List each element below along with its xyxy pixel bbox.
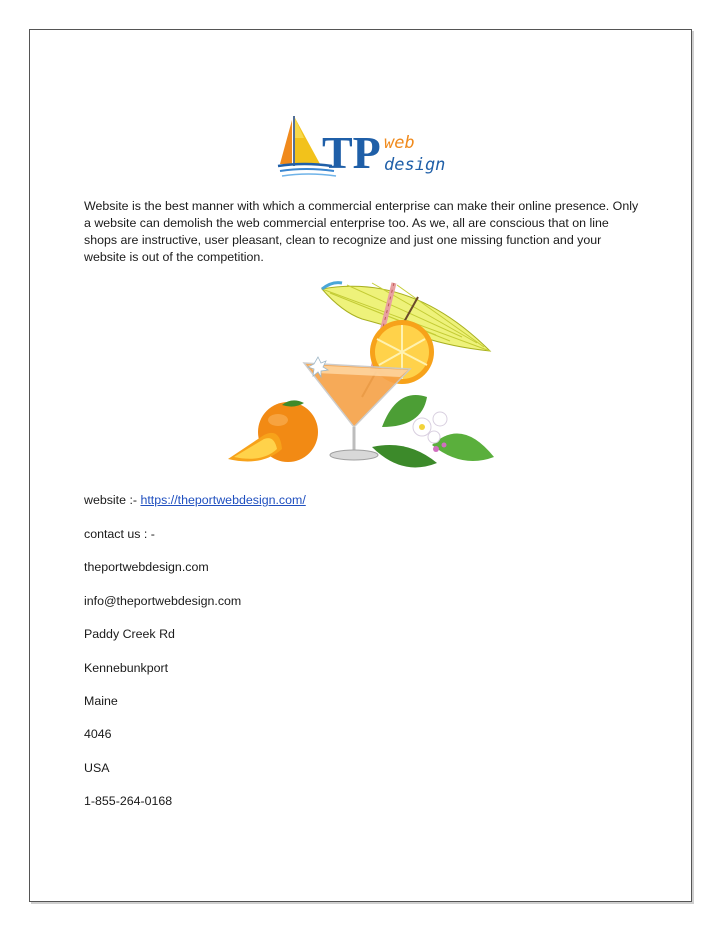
country-text: USA [84,761,110,775]
zip-text: 4046 [84,727,112,741]
state-text: Maine [84,694,118,708]
contact-label: contact us : - [84,527,155,541]
logo-tp-text: TP [322,127,381,178]
email-text: info@theportwebdesign.com [84,594,242,608]
phone-text: 1-855-264-0168 [84,794,173,808]
website-label: website :- [84,493,141,507]
theportwebdesign-logo [274,112,448,182]
domain-text: theportwebdesign.com [84,560,209,574]
logo-design-text: design [384,155,446,175]
website-line [84,493,306,508]
intro-paragraph: Website is the best manner with which a commercial enterprise can make their online presence. Only a website can demolish the web commercial enterprise too. As we, all are conscious that on line shops are instructive, user pleasant, clean to recognize and just one missing function and your website is out of the competition. [84,199,639,264]
orange-blossom-icon [372,395,494,467]
city-text: Kennebunkport [84,661,169,675]
cocktail-illustration-icon [222,277,498,477]
street-text: Paddy Creek Rd [84,627,175,641]
website-link[interactable]: https://theportwebdesign.com/ [140,493,306,507]
logo-web-text: web [384,133,415,153]
